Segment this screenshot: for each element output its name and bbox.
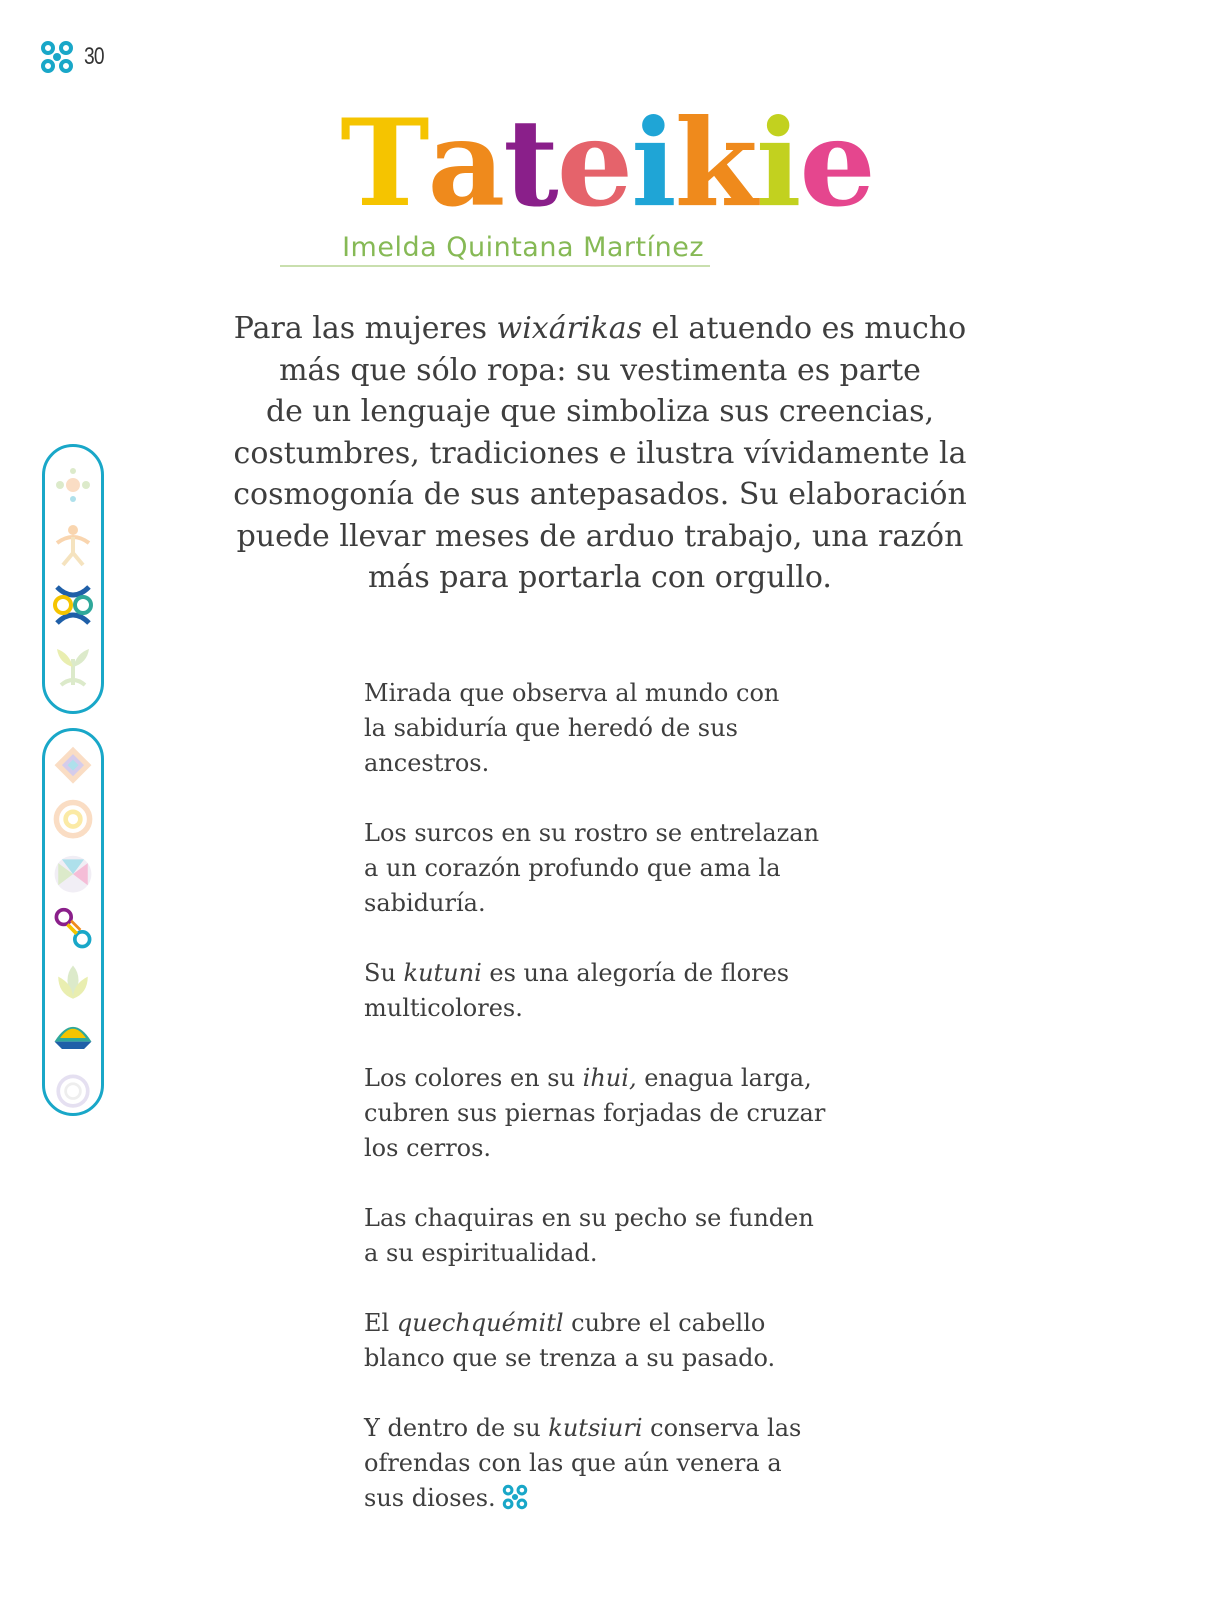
- poem-line-part: es una alegoría de flores: [481, 959, 790, 987]
- author-name: Imelda Quintana Martínez: [342, 232, 704, 263]
- poem-stanza: [364, 1411, 884, 1516]
- flower-glyph-icon: [40, 40, 74, 74]
- intro-italic: wixárikas: [496, 311, 643, 346]
- poem: [364, 676, 884, 1551]
- title-letter: k: [674, 93, 756, 234]
- poem-line-part: Su: [364, 959, 404, 987]
- poem-line-part: Y dentro de su: [364, 1414, 549, 1442]
- poem-line-part: El: [364, 1309, 397, 1337]
- poem-stanza: [364, 1061, 884, 1166]
- title-letter: e: [556, 93, 632, 234]
- page-number: 30: [84, 43, 104, 70]
- intro-text: Para las mujeres: [233, 311, 497, 346]
- poem-stanza: [364, 1201, 884, 1271]
- woman-glyph-icon[interactable]: [49, 581, 97, 629]
- poem-line: Los surcos en su rostro se entrelazan: [364, 819, 820, 847]
- poem-line-part: enagua larga,: [636, 1064, 812, 1092]
- lotus-glyph-icon[interactable]: [49, 960, 97, 1004]
- intro-text: más que sólo ropa: su vestimenta es parte: [279, 352, 921, 388]
- title-letter: i: [755, 93, 800, 234]
- poem-line-part: Los colores en su: [364, 1064, 583, 1092]
- moon-glyph-icon[interactable]: [49, 1069, 97, 1113]
- poem-stanza: [364, 1306, 884, 1376]
- poem-italic-word: ihui,: [582, 1064, 637, 1092]
- side-panel-bottom: [42, 728, 104, 1116]
- seed-glyph-icon[interactable]: [49, 461, 97, 509]
- poem-line: ancestros.: [364, 749, 490, 777]
- intro-text: más para portarla con orgullo.: [368, 560, 832, 595]
- poem-stanza: [364, 676, 884, 781]
- intro-text: cosmogonía de sus antepasados. Su elaboración: [233, 477, 967, 512]
- plant-glyph-icon[interactable]: [49, 641, 97, 689]
- poem-italic-word: kutsiuri: [548, 1414, 643, 1442]
- poem-line: cubren sus piernas forjadas de cruzar: [364, 1099, 826, 1127]
- poem-line: ofrendas con las que aún venera a: [364, 1449, 782, 1477]
- poem-line-part: cubre el cabello: [563, 1309, 766, 1337]
- poem-line: sabiduría.: [364, 889, 486, 917]
- poem-line: sus dioses.: [364, 1484, 496, 1512]
- poem-line: a su espiritualidad.: [364, 1239, 598, 1267]
- intro-text: el atuendo es mucho: [642, 311, 967, 346]
- intro-text: puede llevar meses de arduo trabajo, una razón: [236, 518, 964, 554]
- mosaic-glyph-icon[interactable]: [49, 852, 97, 896]
- poem-stanza: [364, 816, 884, 921]
- title-letter: e: [799, 93, 874, 234]
- end-flower-icon: [502, 1484, 528, 1510]
- intro-paragraph: [230, 308, 970, 599]
- page-title: [0, 93, 1214, 234]
- intro-text: costumbres, tradiciones e ilustra vívidamente la: [233, 435, 967, 471]
- title-letter: i: [631, 93, 675, 234]
- author-line: [280, 232, 710, 267]
- title-letter: t: [503, 93, 557, 234]
- poem-line: a un corazón profundo que ama la: [364, 854, 781, 882]
- poem-line: la sabiduría que heredó de sus: [364, 714, 738, 742]
- intro-text: de un lenguaje que simboliza sus creencias,: [265, 394, 935, 429]
- poem-line: Las chaquiras en su pecho se funden: [364, 1204, 814, 1232]
- side-panel-top: [42, 444, 104, 714]
- title-letter: a: [427, 93, 504, 234]
- dancer-glyph-icon[interactable]: [49, 521, 97, 569]
- poem-line: los cerros.: [364, 1134, 492, 1162]
- poem-line: blanco que se trenza a su pasado.: [364, 1344, 776, 1372]
- title-letter: T: [340, 93, 428, 234]
- hat-glyph-icon[interactable]: [49, 1014, 97, 1058]
- poem-stanza: [364, 956, 884, 1026]
- poem-line: Mirada que observa al mundo con: [364, 679, 780, 707]
- poem-italic-word: kutuni: [403, 959, 482, 987]
- poem-line-part: conserva las: [642, 1414, 802, 1442]
- star-glyph-icon[interactable]: [49, 743, 97, 787]
- page-header: [40, 40, 109, 74]
- poem-line: multicolores.: [364, 994, 523, 1022]
- spiral-glyph-icon[interactable]: [49, 797, 97, 841]
- scissors-glyph-icon[interactable]: [49, 906, 97, 950]
- poem-italic-word: quechquémitl: [396, 1309, 564, 1337]
